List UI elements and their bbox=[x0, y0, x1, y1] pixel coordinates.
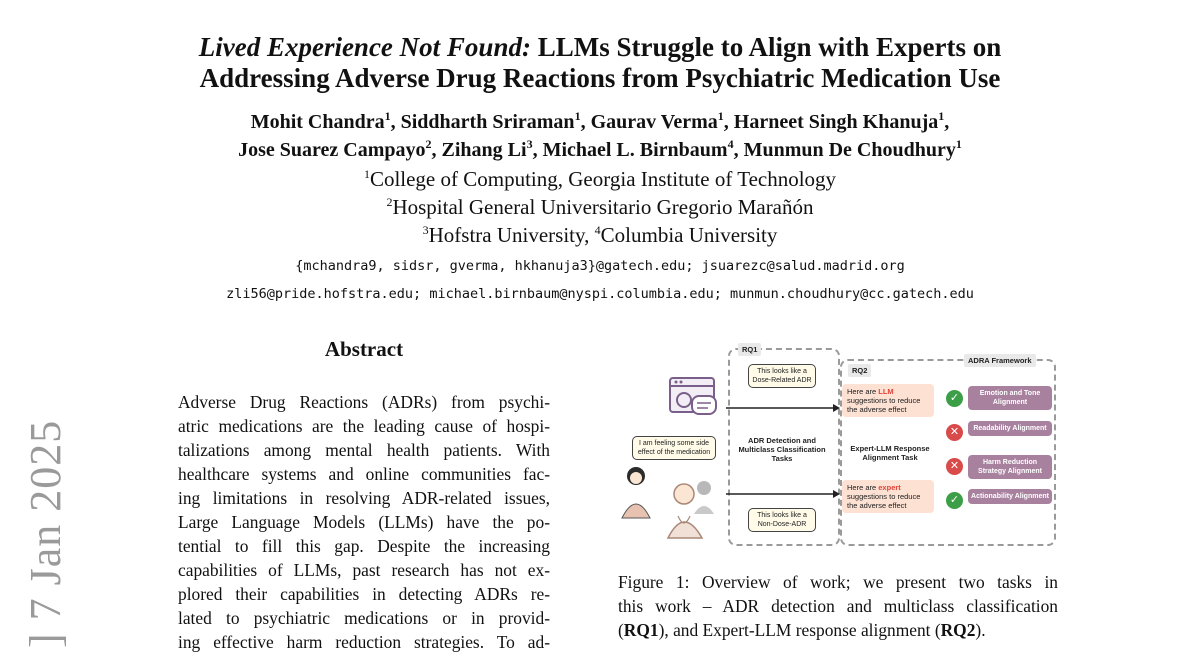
title-italic: Lived Experience Not Found: bbox=[198, 32, 531, 62]
check-icon: ✓ bbox=[946, 492, 963, 509]
rq2-tag: RQ2 bbox=[848, 364, 871, 377]
abstract-line: plored their capabilities in detecting ADRs re- bbox=[178, 584, 550, 604]
abstract-line: capabilities of LLMs, past research has not ex- bbox=[178, 560, 550, 580]
doctor-icon bbox=[668, 481, 714, 538]
dose-related-bubble: This looks like a Dose-Related ADR bbox=[748, 364, 816, 388]
abstract-line: atric medications are the leading cause of hospi- bbox=[178, 416, 550, 436]
email-line-1: {mchandra9, sidsr, gverma, hkhanuja3}@gatech.edu; jsuarezc@salud.madrid.org bbox=[295, 258, 905, 274]
author: Harneet Singh Khanuja bbox=[733, 111, 939, 133]
figure-caption bbox=[618, 570, 1058, 642]
author: Siddharth Sriraman bbox=[400, 111, 575, 133]
author: Munmun De Choudhury bbox=[743, 139, 956, 161]
abstract-line: Large Language Models (LLMs) have the po- bbox=[178, 512, 550, 532]
paper-title-line-2: Addressing Adverse Drug Reactions from Psychiatric Medication Use bbox=[199, 63, 1001, 93]
patient-icon bbox=[622, 467, 650, 518]
criterion-harm-reduction: Harm Reduction Strategy Alignment bbox=[968, 455, 1052, 479]
rq1-tag: RQ1 bbox=[738, 343, 761, 356]
monitor-icon bbox=[670, 378, 716, 414]
abstract-line: ing effective harm reduction strategies. To ad- bbox=[178, 632, 550, 652]
llm-suggestion-box: Here are LLM suggestions to reduce the adverse effect bbox=[842, 384, 934, 417]
figure-overview bbox=[618, 338, 1058, 550]
expert-suggestion-box: Here are expert suggestions to reduce the adverse effect bbox=[842, 480, 934, 513]
criterion-readability: Readability Alignment bbox=[968, 421, 1052, 436]
abstract-line: lated to psychiatric medications or in provid- bbox=[178, 608, 550, 628]
affiliation-3: $^3$Hofstra University, $^4$Columbia University bbox=[422, 223, 778, 247]
abstract-line: ing limitations in resolving ADR-related issues, bbox=[178, 488, 550, 508]
author-list-line-2: Jose Suarez Campayo$^2$, Zihang Li$^3$, Michael L. Birnbaum$^4$, Munmun De Choudhury$^1$ bbox=[238, 137, 962, 161]
author: Gaurav Verma bbox=[590, 111, 718, 133]
caption-line: Figure 1: Overview of work; we present two tasks in bbox=[618, 572, 1058, 592]
user-message-bubble: I am feeling some side effect of the medication bbox=[632, 436, 716, 460]
author: Zihang Li bbox=[441, 139, 527, 161]
author: Jose Suarez Campayo bbox=[238, 139, 426, 161]
cross-icon: ✕ bbox=[946, 458, 963, 475]
author: Mohit Chandra bbox=[250, 111, 385, 133]
arxiv-stamp: ] 7 Jan 2025 bbox=[21, 419, 70, 648]
cross-icon: ✕ bbox=[946, 424, 963, 441]
abstract-body bbox=[178, 390, 550, 654]
task-rq1-label: ADR Detection and Multiclass Classification Tasks bbox=[738, 436, 826, 463]
abstract-line: healthcare systems and online communities fac- bbox=[178, 464, 550, 484]
affiliation-1: $^1$College of Computing, Georgia Institute of Technology bbox=[363, 167, 837, 191]
check-icon: ✓ bbox=[946, 390, 963, 407]
non-dose-bubble: This looks like a Non-Dose-ADR bbox=[748, 508, 816, 532]
abstract-heading: Abstract bbox=[324, 337, 404, 361]
framework-tag: ADRA Framework bbox=[964, 354, 1036, 367]
task-rq2-label: Expert-LLM Response Alignment Task bbox=[850, 444, 930, 462]
criterion-emotion-tone: Emotion and Tone Alignment bbox=[968, 386, 1052, 410]
email-line-2: zli56@pride.hofstra.edu; michael.birnbaum@nyspi.columbia.edu; munmun.choudhury@cc.gatech.edu bbox=[226, 286, 974, 302]
author: Michael L. Birnbaum bbox=[542, 139, 728, 161]
caption-line: (RQ1), and Expert-LLM response alignment (RQ2). bbox=[618, 620, 986, 640]
abstract-line: Adverse Drug Reactions (ADRs) from psychi- bbox=[178, 392, 550, 412]
author-list-line-1: Mohit Chandra$^1$, Siddharth Sriraman$^1$, Gaurav Verma$^1$, Harneet Singh Khanuja$^1$, bbox=[250, 109, 950, 133]
paper-title-line-1: Lived Experience Not Found: LLMs Struggle to Align with Experts on bbox=[198, 32, 1002, 62]
criterion-actionability: Actionability Alignment bbox=[968, 489, 1052, 504]
abstract-line: talizations among mental health patients. With bbox=[178, 440, 550, 460]
affiliation-2: $^2$Hospital General Universitario Gregorio Marañón bbox=[386, 195, 814, 219]
caption-line: this work – ADR detection and multiclass classification bbox=[618, 596, 1058, 616]
abstract-line: tential to fill this gap. Despite the increasing bbox=[178, 536, 550, 556]
